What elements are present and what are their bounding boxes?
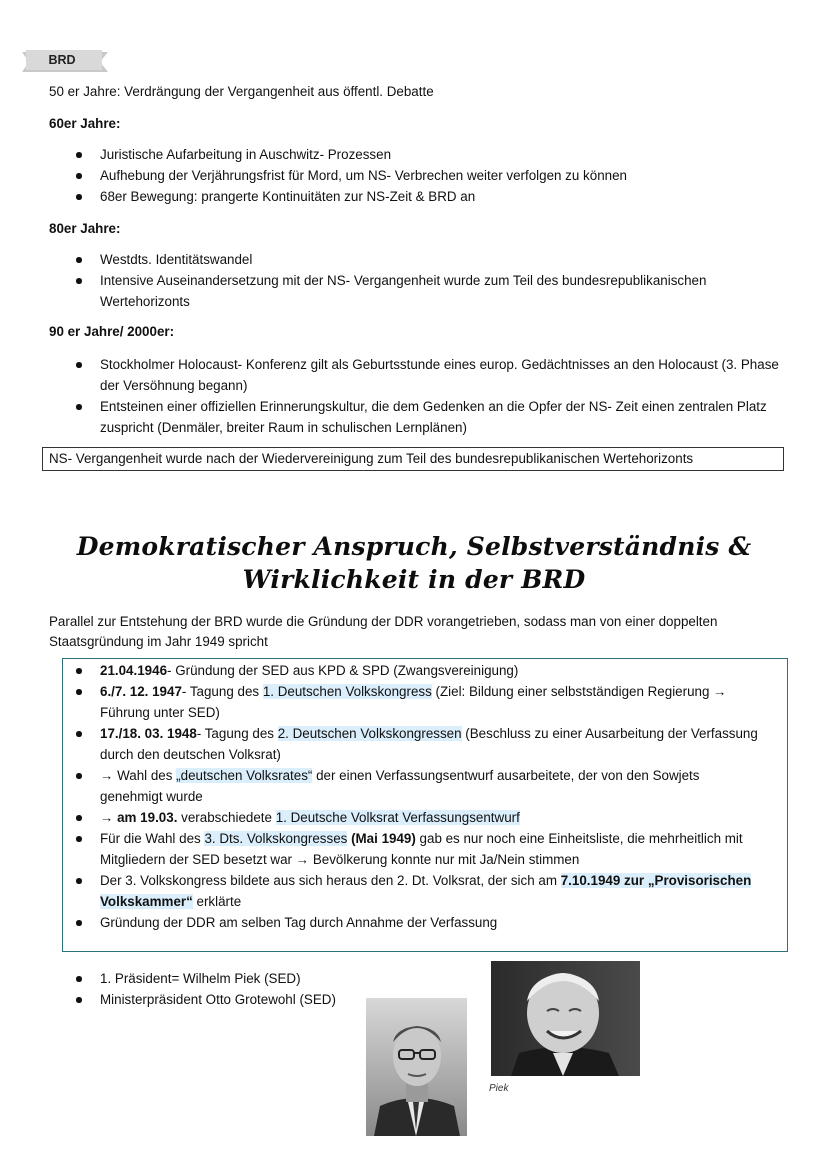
highlight: 1. Deutsche Volksrat Verfassungsentwurf bbox=[275, 810, 520, 825]
list-item: Stockholmer Holocaust- Konferenz gilt als Geburtsstunde eines europ. Gedächtnisses an den Holocaust (3. Phase der Versöhnung begann) bbox=[0, 354, 780, 396]
list-item: Aufhebung der Verjährungsfrist für Mord, um NS- Verbrechen weiter verfolgen zu können bbox=[0, 165, 780, 186]
section-tag bbox=[22, 50, 108, 74]
page-title-line-2: Wirklichkeit in der BRD bbox=[242, 565, 586, 594]
list-item: Intensive Auseinandersetzung mit der NS- Vergangenheit wurde zum Teil des bundesrepublikanischen Wertehorizonts bbox=[0, 270, 780, 312]
timeline-item: → Wahl des „deutschen Volksrates“ der einen Verfassungsentwurf ausarbeitete, der von den Sowjets genehmigt wurde bbox=[0, 765, 780, 807]
list-item: 68er Bewegung: prangerte Kontinuitäten zur NS-Zeit & BRD an bbox=[0, 186, 780, 207]
highlight: 2. Deutschen Volkskongressen bbox=[277, 726, 462, 741]
grotewohl-photo bbox=[366, 998, 467, 1136]
summary-box: NS- Vergangenheit wurde nach der Wiedervereinigung zum Teil des bundesrepublikanischen Wertehorizonts bbox=[42, 447, 784, 471]
list-item: 1. Präsident= Wilhelm Piek (SED) bbox=[0, 968, 780, 989]
decade-list-60s bbox=[0, 144, 780, 207]
timeline-item: Der 3. Volkskongress bildete aus sich heraus den 2. Dt. Volksrat, der sich am 7.10.1949 zur „Provisorischen Volkskammer“ erklärte bbox=[0, 870, 780, 912]
highlight: 7.10.1949 zur „Provisorischen Volkskammer“ bbox=[100, 873, 752, 909]
decade-heading-80s: 80er Jahre: bbox=[49, 221, 121, 236]
list-item: Entsteinen einer offiziellen Erinnerungskultur, die dem Gedenken an die Opfer der NS- Zeit einen zentralen Platz zuspricht (Denmäler, breiter Raum in schulischen Lernplänen) bbox=[0, 396, 780, 438]
list-item: Juristische Aufarbeitung in Auschwitz- Prozessen bbox=[0, 144, 780, 165]
decade-list-80s bbox=[0, 249, 780, 312]
decade-heading-90s: 90 er Jahre/ 2000er: bbox=[49, 324, 175, 339]
timeline-item: Gründung der DDR am selben Tag durch Annahme der Verfassung bbox=[0, 912, 780, 933]
list-item: Westdts. Identitätswandel bbox=[0, 249, 780, 270]
list-item: Ministerpräsident Otto Grotewohl (SED) bbox=[0, 989, 780, 1010]
decade-list-90s bbox=[0, 354, 780, 438]
section-tag-label: BRD bbox=[48, 53, 76, 67]
photo-caption: Piek bbox=[489, 1083, 509, 1094]
intro-paragraph: Parallel zur Entstehung der BRD wurde die Gründung der DDR vorangetrieben, sodass man von einer doppelten Staatsgründung im Jahr 1949 spricht bbox=[49, 614, 718, 649]
timeline-item: 21.04.1946- Gründung der SED aus KPD & SPD (Zwangsvereinigung) bbox=[0, 660, 780, 681]
timeline-item: 17./18. 03. 1948- Tagung des 2. Deutschen Volkskongressen (Beschluss zu einer Ausarbeitung der Verfassung durch den deutschen Volksrat) bbox=[0, 723, 780, 765]
intro-line: 50 er Jahre: Verdrängung der Vergangenheit aus öffentl. Debatte bbox=[49, 84, 434, 99]
decade-heading-60s: 60er Jahre: bbox=[49, 116, 121, 131]
highlight: 1. Deutschen Volkskongress bbox=[262, 684, 432, 699]
highlight: 3. Dts. Volkskongresses bbox=[204, 831, 348, 846]
highlight: „deutschen Volksrates“ bbox=[176, 768, 313, 783]
timeline-item: → am 19.03. verabschiedete 1. Deutsche Volksrat Verfassungsentwurf bbox=[0, 807, 780, 828]
piek-photo bbox=[491, 961, 640, 1076]
timeline-item: Für die Wahl des 3. Dts. Volkskongresses (Mai 1949) gab es nur noch eine Einheitsliste, die mehrheitlich mit Mitgliedern der SED besetzt war → Bevölkerung konnte nur mit Ja/Nein stimmen bbox=[0, 828, 780, 870]
ddr-timeline-list bbox=[0, 660, 780, 933]
page-title-line-1: Demokratischer Anspruch, Selbstverständnis & bbox=[76, 532, 752, 561]
timeline-item: 6./7. 12. 1947- Tagung des 1. Deutschen Volkskongress (Ziel: Bildung einer selbstständigen Regierung → Führung unter SED) bbox=[0, 681, 780, 723]
